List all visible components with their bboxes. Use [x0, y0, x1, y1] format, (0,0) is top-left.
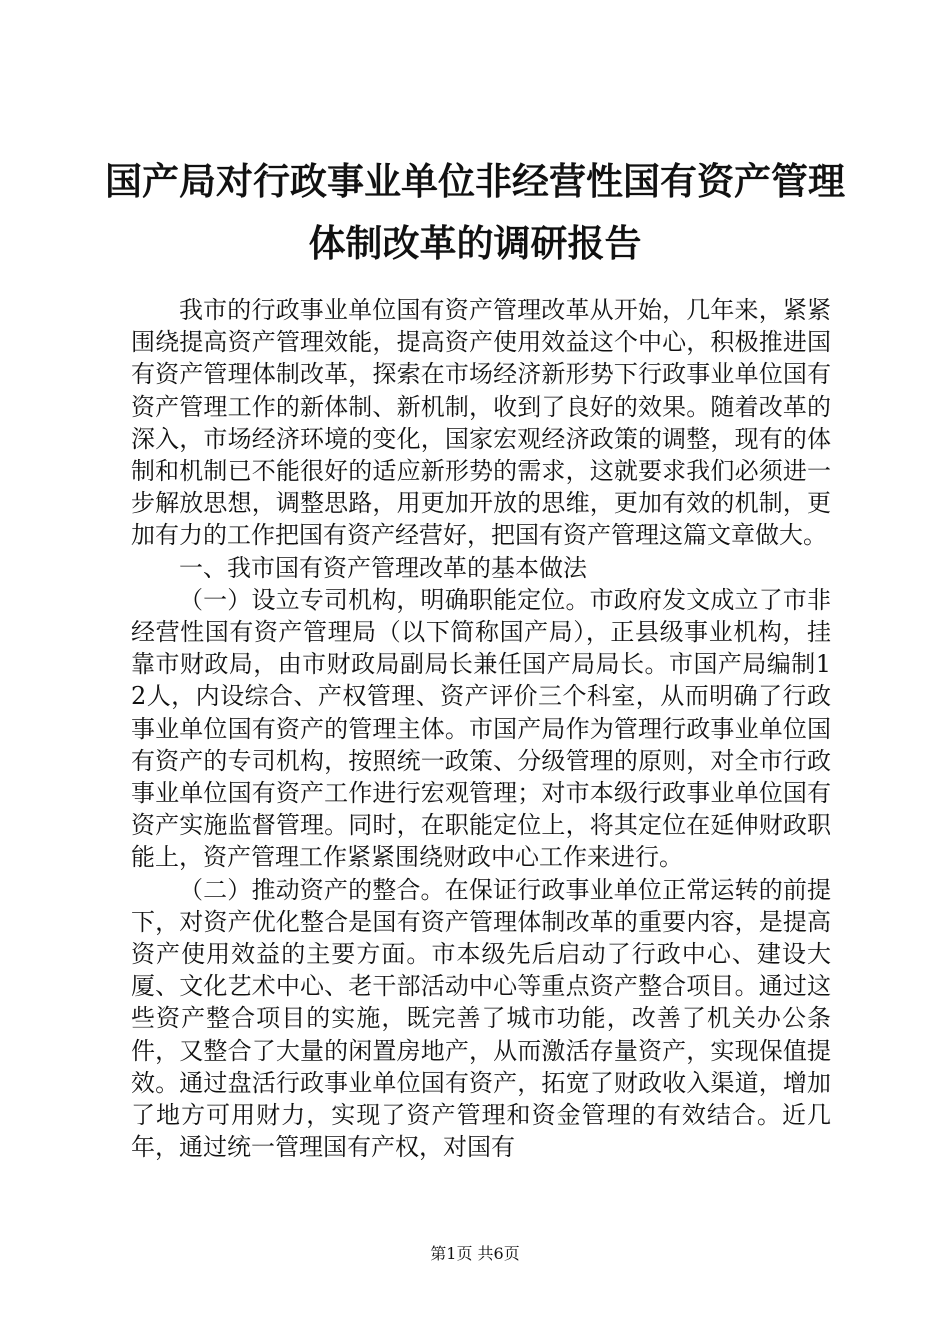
document-body — [131, 294, 831, 1163]
document-title-line-2: 体制改革的调研报告 — [308, 222, 642, 265]
paragraph-section-1-2: （二）推动资产的整合。在保证行政事业单位正常运转的前提下，对资产优化整合是国有资产管理体制改革的重要内容，是提高资产使用效益的主要方面。市本级先后启动了行政中心、建设大厦、文化艺术中心、老干部活动中心等重点资产整合项目。通过这些资产整合项目的实施，既完善了城市功能，改善了机关办公条件，又整合了大量的闲置房地产，从而激活存量资产，实现保值提效。通过盘活行政事业单位国有资产，拓宽了财政收入渠道，增加了地方可用财力，实现了资产管理和资金管理的有效结合。近几年，通过统一管理国有产权，对国有 — [131, 875, 831, 1162]
paragraph-section-1-1: （一）设立专司机构，明确职能定位。市政府发文成立了市非经营性国有资产管理局（以下简称国产局），正县级事业机构，挂靠市财政局，由市财政局副局长兼任国产局局长。市国产局编制12人，内设综合、产权管理、资产评价三个科室，从而明确了行政事业单位国有资产的管理主体。市国产局作为管理行政事业单位国有资产的专司机构，按照统一政策、分级管理的原则，对全市行政事业单位国有资产工作进行宏观管理；对市本级行政事业单位国有资产实施监督管理。同时，在职能定位上，将其定位在延伸财政职能上，资产管理工作紧紧围绕财政中心工作来进行。 — [131, 585, 831, 872]
section-heading-1: 一、我市国有资产管理改革的基本做法 — [179, 553, 587, 582]
page-number-footer: 第1页 共6页 — [430, 1244, 520, 1263]
paragraph-intro: 我市的行政事业单位国有资产管理改革从开始，几年来，紧紧围绕提高资产管理效能，提高资产使用效益这个中心，积极推进国有资产管理体制改革，探索在市场经济新形势下行政事业单位国有资产管理工作的新体制、新机制，收到了良好的效果。随着改革的深入，市场经济环境的变化，国家宏观经济政策的调整，现有的体制和机制已不能很好的适应新形势的需求，这就要求我们必须进一步解放思想，调整思路，用更加开放的思维，更加有效的机制，更加有力的工作把国有资产经营好，把国有资产管理这篇文章做大。 — [131, 296, 831, 550]
document-title-line-1: 国产局对行政事业单位非经营性国有资产管理 — [105, 160, 845, 203]
